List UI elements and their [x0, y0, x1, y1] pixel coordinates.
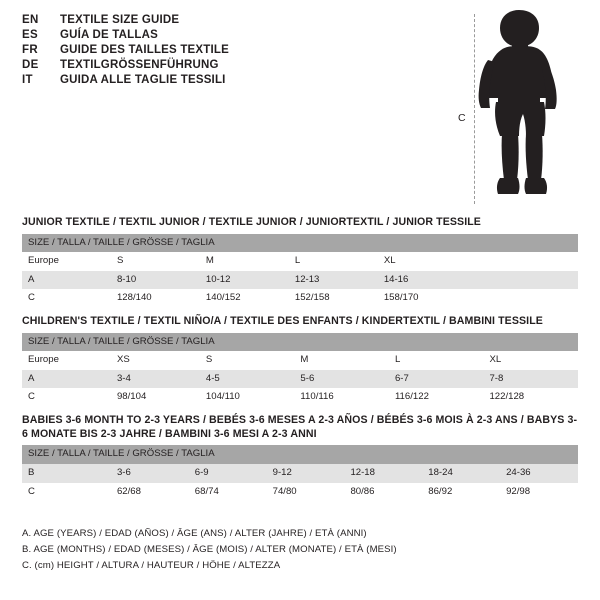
row-label: C	[22, 483, 111, 502]
cell: 140/152	[200, 289, 289, 308]
cell: 158/170	[378, 289, 467, 308]
babies-size-table	[22, 445, 578, 501]
table-row	[22, 289, 578, 308]
table-row	[22, 464, 578, 483]
table-row	[22, 351, 578, 370]
table-row	[22, 370, 578, 389]
cell: M	[200, 252, 289, 271]
cell: S	[111, 252, 200, 271]
cell: 86/92	[422, 483, 500, 502]
children-size-table	[22, 333, 578, 407]
table-row	[22, 252, 578, 271]
section-junior	[22, 213, 578, 308]
section-children	[22, 312, 578, 407]
row-label: C	[22, 388, 111, 407]
cell: 18-24	[422, 464, 500, 483]
language-row-en	[22, 14, 442, 26]
language-code: DE	[22, 59, 39, 71]
table-header-label: SIZE / TALLA / TAILLE / GRÖSSE / TAGLIA	[22, 333, 578, 352]
junior-size-table	[22, 234, 578, 308]
cell: 116/122	[389, 388, 484, 407]
cell: M	[294, 351, 389, 370]
language-row-es	[22, 29, 442, 41]
table-row	[22, 483, 578, 502]
legend-line-a: A. AGE (YEARS) / EDAD (AÑOS) / ÂGE (ANS) / ALTER (JAHRE) / ETÀ (ANNI)	[22, 528, 367, 539]
cell: 6-7	[389, 370, 484, 389]
cell: 92/98	[500, 483, 578, 502]
row-label: A	[22, 271, 111, 290]
section-title: JUNIOR TEXTILE / TEXTIL JUNIOR / TEXTILE JUNIOR / JUNIORTEXTIL / JUNIOR TESSILE	[22, 216, 481, 228]
language-title: TEXTILGRÖSSENFÜHRUNG	[60, 59, 219, 71]
height-label: C	[458, 112, 466, 124]
cell: S	[200, 351, 295, 370]
cell: 122/128	[483, 388, 578, 407]
table-row	[22, 388, 578, 407]
cell: 128/140	[111, 289, 200, 308]
cell: 5-6	[294, 370, 389, 389]
cell: 7-8	[483, 370, 578, 389]
cell: 10-12	[200, 271, 289, 290]
language-code: FR	[22, 44, 38, 56]
language-code: EN	[22, 14, 39, 26]
cell: 14-16	[378, 271, 467, 290]
cell: 9-12	[267, 464, 345, 483]
cell: 68/74	[189, 483, 267, 502]
language-title: GUIDA ALLE TAGLIE TESSILI	[60, 74, 226, 86]
language-title: GUÍA DE TALLAS	[60, 29, 158, 41]
row-label: Europe	[22, 351, 111, 370]
cell-empty	[467, 289, 578, 308]
table-header-row	[22, 333, 578, 352]
language-title: GUIDE DES TAILLES TEXTILE	[60, 44, 229, 56]
size-tables	[22, 213, 578, 505]
cell: 110/116	[294, 388, 389, 407]
cell: 80/86	[344, 483, 422, 502]
language-title: TEXTILE SIZE GUIDE	[60, 14, 180, 26]
legend-line-b: B. AGE (MONTHS) / EDAD (MESES) / ÂGE (MOIS) / ALTER (MONATE) / ETÀ (MESI)	[22, 544, 397, 555]
cell: 24-36	[500, 464, 578, 483]
cell: XL	[483, 351, 578, 370]
cell: 62/68	[111, 483, 189, 502]
cell: 4-5	[200, 370, 295, 389]
language-code: ES	[22, 29, 38, 41]
language-row-it	[22, 74, 442, 86]
legend	[22, 528, 578, 576]
cell: 3-6	[111, 464, 189, 483]
height-dashed-line	[474, 14, 475, 204]
row-label: A	[22, 370, 111, 389]
cell: 3-4	[111, 370, 200, 389]
row-label: Europe	[22, 252, 111, 271]
language-row-de	[22, 59, 442, 71]
cell: 12-18	[344, 464, 422, 483]
language-row-fr	[22, 44, 442, 56]
row-label: C	[22, 289, 111, 308]
cell: XL	[378, 252, 467, 271]
section-title: CHILDREN'S TEXTILE / TEXTIL NIÑO/A / TEXTILE DES ENFANTS / KINDERTEXTIL / BAMBINI TESSILE	[22, 314, 543, 327]
toddler-silhouette-icon	[440, 8, 590, 208]
cell: 6-9	[189, 464, 267, 483]
cell-empty	[467, 271, 578, 290]
table-header-label: SIZE / TALLA / TAILLE / GRÖSSE / TAGLIA	[22, 234, 578, 253]
cell: 12-13	[289, 271, 378, 290]
section-babies	[22, 411, 578, 501]
cell: L	[389, 351, 484, 370]
cell: XS	[111, 351, 200, 370]
table-header-row	[22, 234, 578, 253]
cell: 104/110	[200, 388, 295, 407]
row-label: B	[22, 464, 111, 483]
cell: 74/80	[267, 483, 345, 502]
cell-empty	[467, 252, 578, 271]
table-header-row	[22, 445, 578, 464]
table-row	[22, 271, 578, 290]
language-code: IT	[22, 74, 33, 86]
cell: 152/158	[289, 289, 378, 308]
measurement-figure	[440, 8, 590, 208]
section-title: BABIES 3-6 MONTH TO 2-3 YEARS / BEBÉS 3-6 MESES A 2-3 AÑOS / BÉBÉS 3-6 MOIS À 2-3 ANS / BABYS 3-6 MONATE BIS 2-3 JAHRE / BAMBINI 3-6 MESI A 2-3 ANNI	[22, 413, 578, 440]
table-header-label: SIZE / TALLA / TAILLE / GRÖSSE / TAGLIA	[22, 445, 578, 464]
legend-line-c: C. (cm) HEIGHT / ALTURA / HAUTEUR / HÖHE / ALTEZZA	[22, 560, 281, 571]
language-titles	[22, 14, 442, 89]
cell: 98/104	[111, 388, 200, 407]
cell: 8-10	[111, 271, 200, 290]
cell: L	[289, 252, 378, 271]
